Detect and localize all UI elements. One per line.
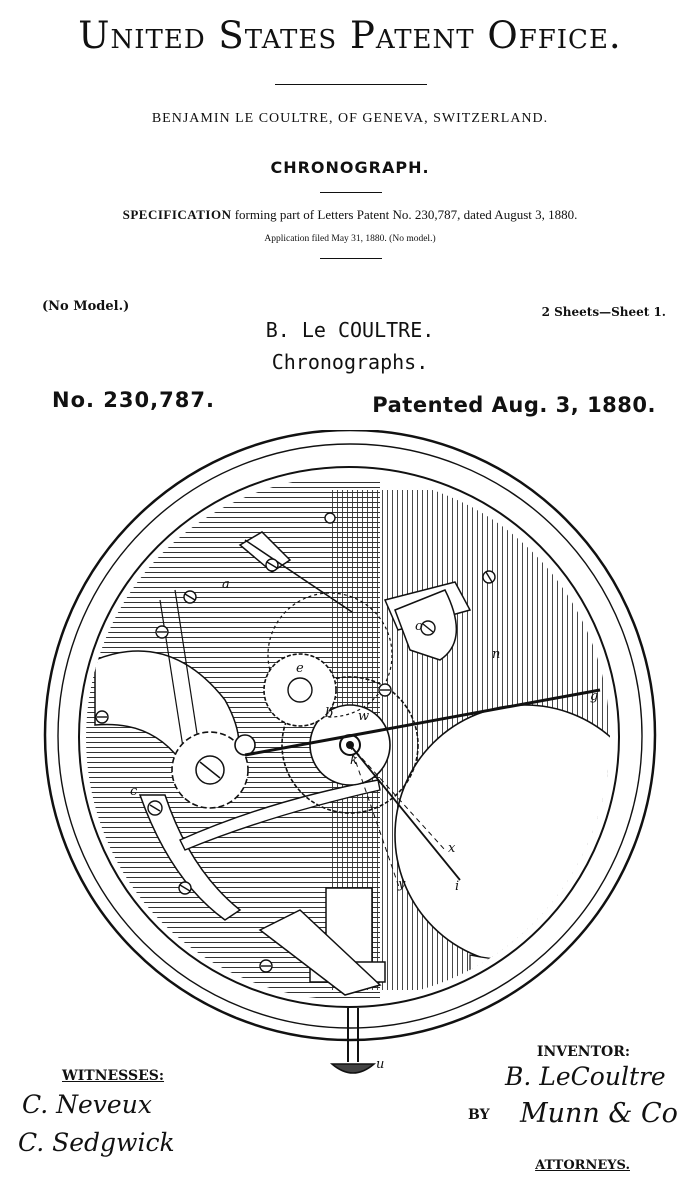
- attorneys-label: ATTORNEYS.: [535, 1158, 630, 1173]
- large-blank-disc: [395, 705, 655, 965]
- ref-letter-i: i: [455, 879, 460, 894]
- ref-letter-u: u: [376, 1057, 385, 1072]
- ref-letter-k: k: [350, 753, 358, 768]
- divider: [320, 258, 382, 259]
- attorney-signature: Munn & Co: [520, 1098, 678, 1129]
- patent-number: No. 230,787.: [52, 388, 215, 412]
- by-label: BY: [468, 1107, 490, 1123]
- specification-text: forming part of Letters Patent No. 230,787, dated August 3, 1880.: [234, 207, 578, 222]
- no-model-note: (No Model.): [42, 299, 130, 314]
- specification-line: [0, 207, 700, 223]
- drawing-title: Chronographs.: [271, 350, 429, 374]
- ref-letter-x: x: [448, 841, 456, 856]
- application-line: Application filed May 31, 1880. (No model.): [264, 234, 436, 244]
- ref-letter-b: b: [325, 706, 334, 721]
- witness-signature-2: C. Sedgwick: [18, 1128, 175, 1157]
- specification-prefix: SPECIFICATION: [122, 207, 232, 222]
- inventor-signature: B. LeCoultre: [505, 1062, 666, 1091]
- witness-signature-1: C. Neveux: [22, 1090, 152, 1119]
- ref-letter-n: n: [492, 647, 501, 662]
- ref-letter-g: g: [590, 689, 599, 704]
- drawing-inventor-name: B. Le COULTRE.: [265, 318, 435, 342]
- ref-letter-o: o: [415, 619, 423, 634]
- ref-letter-w: w: [358, 709, 370, 724]
- office-title: United States Patent Office.: [78, 14, 622, 57]
- invention-title: CHRONOGRAPH.: [270, 158, 430, 177]
- ref-letter-c: c: [130, 784, 138, 799]
- pinion-small: [235, 735, 255, 755]
- sheet-number: 2 Sheets—Sheet 1.: [541, 305, 666, 319]
- inventor-line: BENJAMIN LE COULTRE, OF GENEVA, SWITZERLAND.: [151, 111, 549, 126]
- divider: [320, 192, 382, 193]
- inventor-label: INVENTOR:: [536, 1044, 630, 1060]
- ref-letter-e: e: [296, 661, 304, 676]
- chronograph-drawing: [0, 430, 700, 1090]
- crown-knob: [332, 1064, 374, 1073]
- patented-date: Patented Aug. 3, 1880.: [372, 393, 656, 417]
- ref-letter-y: y: [398, 877, 406, 892]
- divider: [275, 84, 427, 85]
- ref-letter-a: a: [222, 577, 230, 592]
- witnesses-label: WITNESSES:: [62, 1068, 165, 1084]
